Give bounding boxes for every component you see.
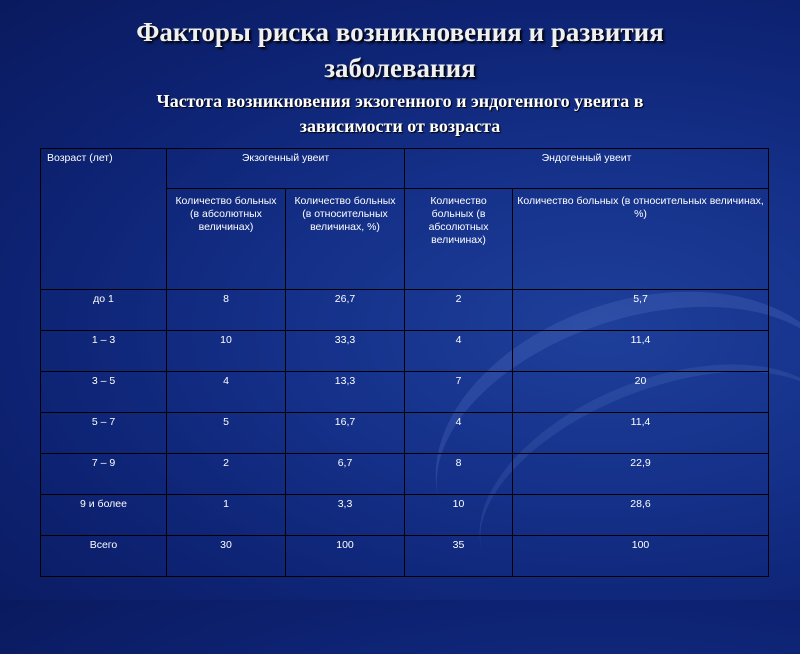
endogenous-header: Эндогенный увеит — [405, 149, 769, 189]
endo-absolute-cell: 4 — [405, 413, 513, 454]
subtitle-line-1: Частота возникновения экзогенного и эндогенного увеита в — [156, 91, 644, 111]
exo-relative-cell: 100 — [286, 536, 405, 577]
exo-absolute-header: Количество больных (в абсолютных величинах) — [167, 189, 286, 290]
age-cell: 3 – 5 — [41, 372, 167, 413]
table-body — [41, 290, 769, 577]
exo-absolute-cell: 8 — [167, 290, 286, 331]
endo-relative-cell: 20 — [513, 372, 769, 413]
slide-subtitle — [0, 89, 800, 139]
exo-relative-cell: 26,7 — [286, 290, 405, 331]
exo-absolute-cell: 2 — [167, 454, 286, 495]
age-cell: 7 – 9 — [41, 454, 167, 495]
exo-absolute-cell: 5 — [167, 413, 286, 454]
endo-absolute-cell: 4 — [405, 331, 513, 372]
subtitle-line-2: зависимости от возраста — [299, 116, 501, 136]
exo-absolute-cell: 30 — [167, 536, 286, 577]
exo-absolute-cell: 4 — [167, 372, 286, 413]
endo-relative-cell: 100 — [513, 536, 769, 577]
exo-relative-header: Количество больных (в относительных величинах, %) — [286, 189, 405, 290]
age-cell: Всего — [41, 536, 167, 577]
endo-absolute-cell: 10 — [405, 495, 513, 536]
title-line-2: заболевания — [324, 53, 476, 83]
table-row — [41, 454, 769, 495]
endo-absolute-cell: 2 — [405, 290, 513, 331]
exo-relative-cell: 33,3 — [286, 331, 405, 372]
exo-relative-cell: 16,7 — [286, 413, 405, 454]
endo-absolute-cell: 7 — [405, 372, 513, 413]
exogenous-header: Экзогенный увеит — [167, 149, 405, 189]
endo-relative-header: Количество больных (в относительных величинах, %) — [513, 189, 769, 290]
title-line-1: Факторы риска возникновения и развития — [136, 17, 664, 47]
age-cell: 1 – 3 — [41, 331, 167, 372]
endo-relative-cell: 22,9 — [513, 454, 769, 495]
table-row — [41, 372, 769, 413]
endo-relative-cell: 11,4 — [513, 413, 769, 454]
table-header-row — [41, 149, 769, 189]
endo-relative-cell: 28,6 — [513, 495, 769, 536]
age-header: Возраст (лет) — [41, 149, 167, 290]
endo-relative-cell: 5,7 — [513, 290, 769, 331]
endo-absolute-cell: 35 — [405, 536, 513, 577]
age-cell: 5 – 7 — [41, 413, 167, 454]
table-row — [41, 495, 769, 536]
table-row — [41, 331, 769, 372]
exo-relative-cell: 6,7 — [286, 454, 405, 495]
uveitis-age-table — [40, 148, 769, 577]
exo-absolute-cell: 1 — [167, 495, 286, 536]
table-row — [41, 536, 769, 577]
endo-relative-cell: 11,4 — [513, 331, 769, 372]
table-row — [41, 413, 769, 454]
endo-absolute-cell: 8 — [405, 454, 513, 495]
age-cell: 9 и более — [41, 495, 167, 536]
endo-absolute-header: Количество больных (в абсолютных величинах) — [405, 189, 513, 290]
exo-absolute-cell: 10 — [167, 331, 286, 372]
table-row — [41, 290, 769, 331]
age-cell: до 1 — [41, 290, 167, 331]
exo-relative-cell: 3,3 — [286, 495, 405, 536]
exo-relative-cell: 13,3 — [286, 372, 405, 413]
slide-title — [0, 14, 800, 86]
